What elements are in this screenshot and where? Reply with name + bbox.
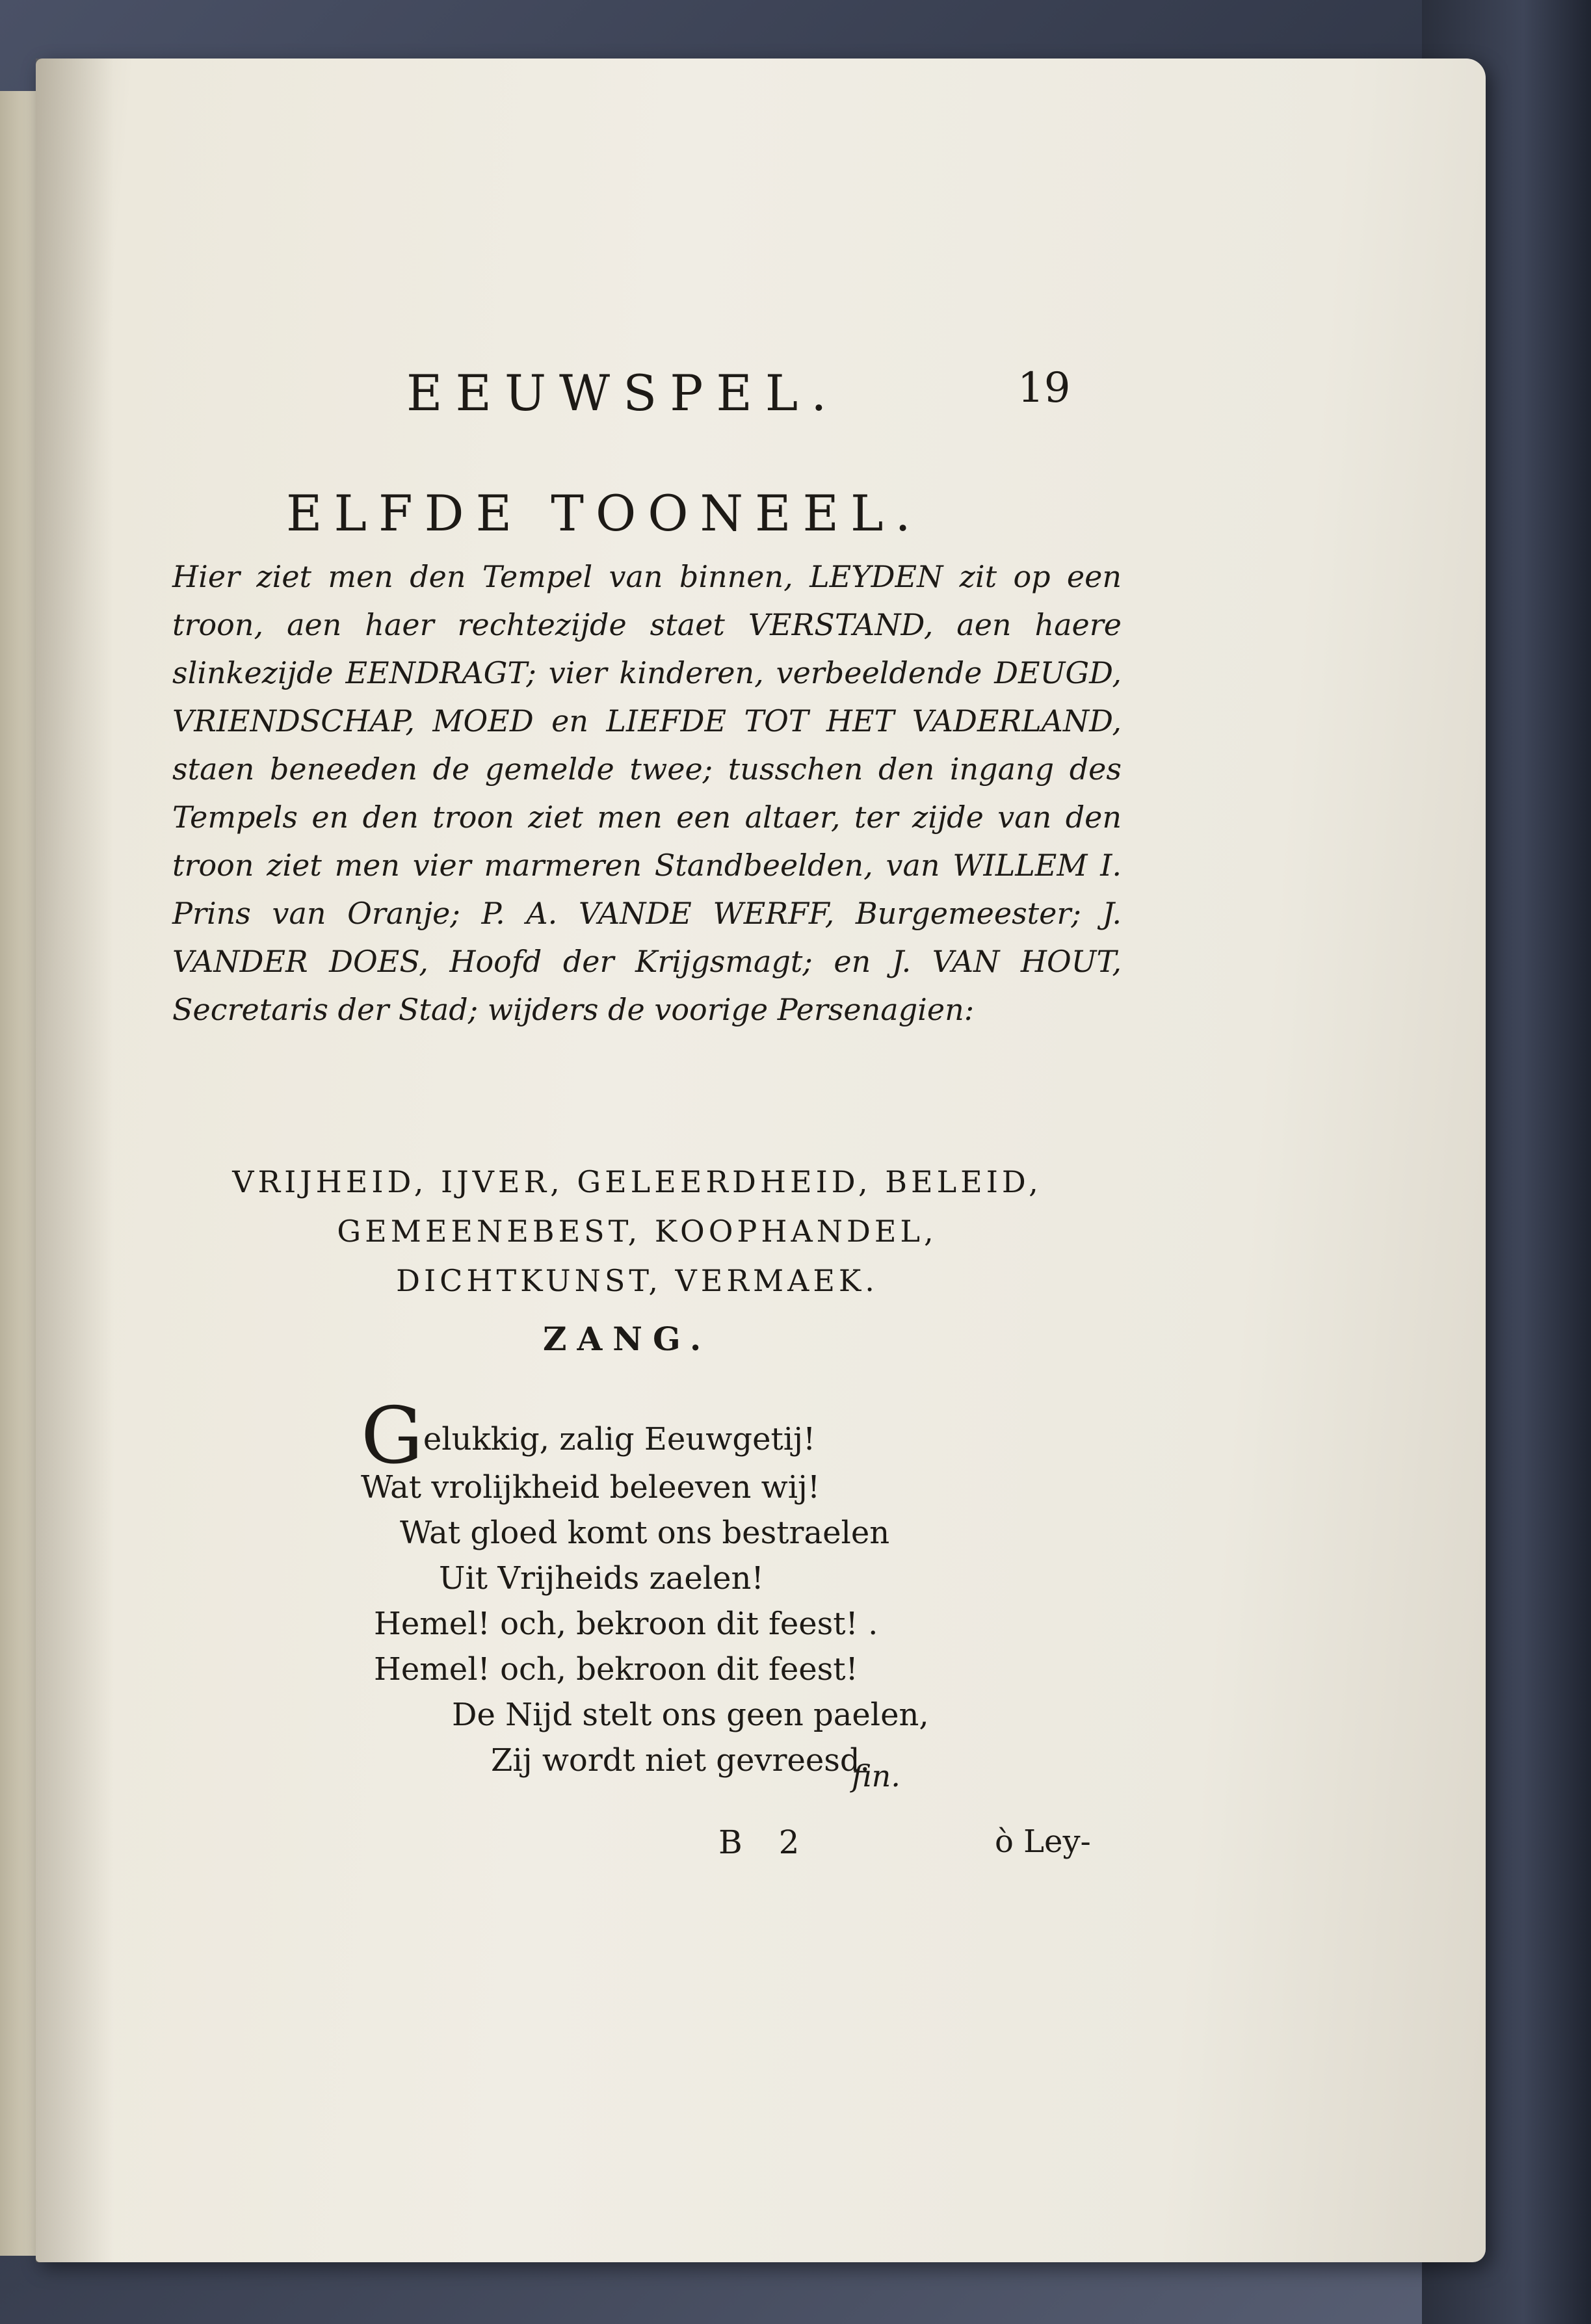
song-line: Hemel! och, bekroon dit feest! . bbox=[374, 1606, 878, 1642]
song-line: Gelukkig, zalig Eeuwgetij! bbox=[361, 1391, 816, 1482]
book-page bbox=[36, 59, 1486, 2262]
signature-mark: B 2 bbox=[718, 1823, 813, 1861]
scene-title: ELFDE TOONEEL. bbox=[286, 484, 923, 542]
personae-list: VRIJHEID, IJVER, GELEERDHEID, BELEID, GEMEENEBEST, KOOPHANDEL, DICHTKUNST, VERMAEK. bbox=[232, 1164, 1042, 1298]
stage-directions: Hier ziet men den Tempel van binnen, LEYDEN zit op een troon, aen haer rechtezijde staet VERSTAND, aen haere slinkezijde EENDRAGT; vier kinderen, verbeeldende DEUGD, VRIENDSCHAP, MOED en LIEFDE TOT HET VADERLAND, staen beneeden de gemelde twee; tusschen den ingang des Tempels en den troon ziet men een altaer, ter zijde van den troon ziet men vier marmeren Standbeelden, van WILLEM I. Prins van Oranje; P. A. VANDE WERFF, Burgemeester; J. VANDER DOES, Hoofd der Krijgsmagt; en J. VAN HOUT, Secretaris der Stad; wijders de voorige Persenagien: bbox=[172, 559, 1122, 1027]
page-number: 19 bbox=[1018, 364, 1071, 412]
song-line: Zij wordt niet gevreesd. bbox=[491, 1742, 870, 1779]
song-line: Wat vrolijkheid beleeven wij! bbox=[361, 1469, 821, 1506]
song-line: Hemel! och, bekroon dit feest! bbox=[374, 1651, 858, 1688]
catchword: ò Ley- bbox=[995, 1823, 1091, 1860]
song-line: De Nijd stelt ons geen paelen, bbox=[452, 1697, 929, 1733]
song-line: Wat gloed komt ons bestraelen bbox=[400, 1515, 890, 1551]
previous-page-edge bbox=[0, 91, 41, 2256]
fin-mark: fin. bbox=[852, 1758, 901, 1794]
page-text bbox=[36, 59, 1486, 2262]
drop-cap: G bbox=[361, 1391, 423, 1482]
song-line: Uit Vrijheids zaelen! bbox=[439, 1560, 764, 1597]
running-header: EEUWSPEL. bbox=[406, 364, 840, 422]
song-title: ZANG. bbox=[543, 1320, 712, 1358]
